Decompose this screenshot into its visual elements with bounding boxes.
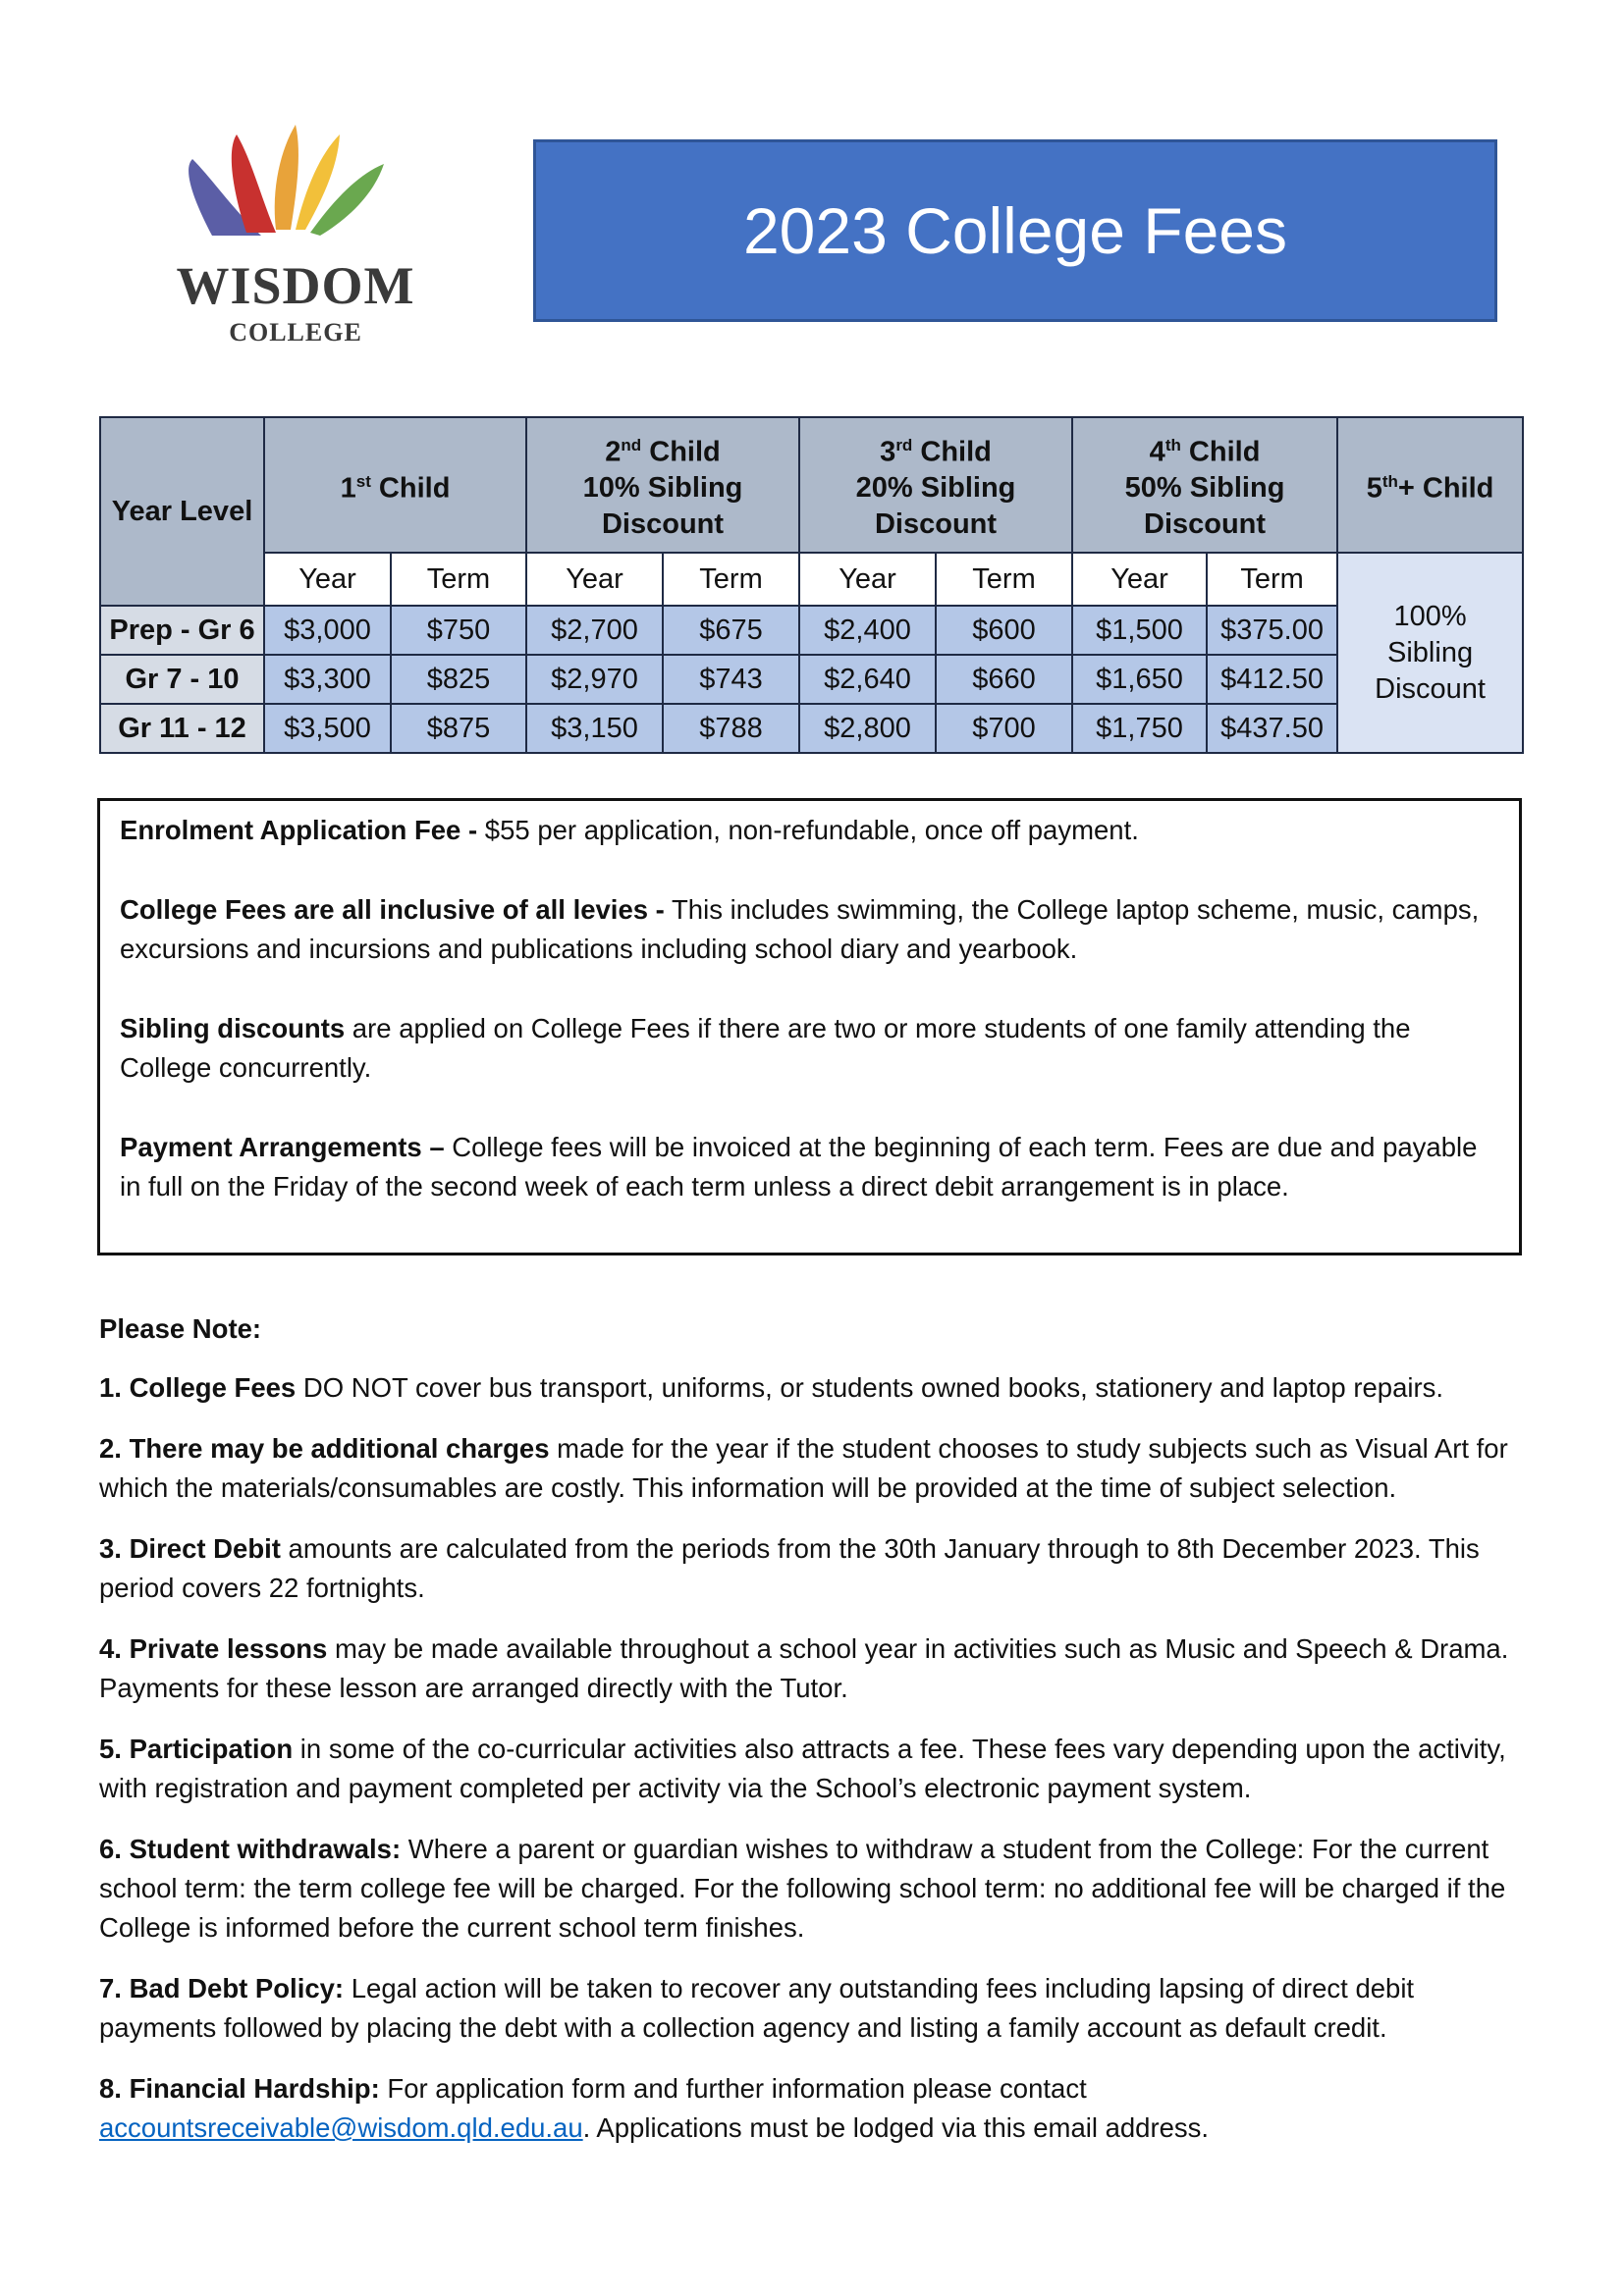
fee-cell: $700 [936,704,1072,753]
fee-cell: $2,800 [799,704,936,753]
note-item: 1. College Fees DO NOT cover bus transport, uniforms, or students owned books, stationery and laptop repairs. [99,1372,1444,1403]
header-year-level: Year Level [100,417,264,606]
note-item: 3. Direct Debit amounts are calculated from the periods from the 30th January through to 8th December 2023. This period covers 22 fortnights. [99,1533,1480,1603]
note-item: 8. Financial Hardship: For application form and further information please contact accountsreceivable@wisdom.qld.edu.au. Applications must be lodged via this email address. [99,2073,1210,2143]
fee-cell: $2,640 [799,655,936,704]
fee-cell: $412.50 [1207,655,1337,704]
fee-cell: $875 [391,704,526,753]
college-logo [173,110,438,355]
header-1st-child: 1st Child [264,417,526,553]
fee-cell: $3,300 [264,655,391,704]
row-level: Prep - Gr 6 [100,606,264,655]
fee-cell: $1,650 [1072,655,1207,704]
subheader-year: Year [526,553,663,606]
row-level: Gr 7 - 10 [100,655,264,704]
subheader-term: Term [663,553,799,606]
fee-cell: $3,500 [264,704,391,753]
fee-cell: $660 [936,655,1072,704]
fee-cell: $437.50 [1207,704,1337,753]
fee-cell: $2,400 [799,606,936,655]
fee-cell: $3,000 [264,606,391,655]
fee-info-box [97,798,1522,1255]
fee-cell: $600 [936,606,1072,655]
fee-cell: $2,970 [526,655,663,704]
note-item: 7. Bad Debt Policy: Legal action will be taken to recover any outstanding fees including lapsing of direct debit payments followed by placing the debt with a collection agency and listing a family account as default credit. [99,1973,1415,2043]
table-row [100,704,1523,753]
info-paragraph: College Fees are all inclusive of all levies - This includes swimming, the College laptop scheme, music, camps, excursions and incursions and publications including school diary and yearbook. [120,894,1480,964]
logo-wordmark: WISDOM [176,256,415,315]
table-row [100,606,1523,655]
subheader-year: Year [1072,553,1207,606]
fees-table [99,416,1524,754]
info-paragraph: Enrolment Application Fee - $55 per application, non-refundable, once off payment. [120,815,1139,845]
subheader-term: Term [391,553,526,606]
fee-cell: $743 [663,655,799,704]
fee-cell: $825 [391,655,526,704]
note-item: 5. Participation in some of the co-curricular activities also attracts a fee. These fees vary depending upon the activity, with registration and payment completed per activity via the School’s electronic payment system. [99,1734,1506,1803]
subheader-year: Year [799,553,936,606]
fee-cell: $1,500 [1072,606,1207,655]
row-level: Gr 11 - 12 [100,704,264,753]
subheader-term: Term [1207,553,1337,606]
page-title: 2023 College Fees [742,194,1288,267]
subheader-term: Term [936,553,1072,606]
fee-cell: $3,150 [526,704,663,753]
email-link[interactable]: accountsreceivable@wisdom.qld.edu.au [99,2112,583,2143]
fee-cell: $1,750 [1072,704,1207,753]
fee-cell: $2,700 [526,606,663,655]
subheader-year: Year [264,553,391,606]
header-4th-child: 4th Child 50% Sibling Discount [1072,417,1337,553]
fee-cell: $750 [391,606,526,655]
info-paragraph: Payment Arrangements – College fees will be invoiced at the beginning of each term. Fees are due and payable in full on the Friday of the second week of each term unless a direct debit arrangement is in place. [120,1132,1478,1201]
note-item: 4. Private lessons may be made available throughout a school year in activities such as Music and Speech & Drama. Payments for these lesson are arranged directly with the Tutor. [99,1633,1509,1703]
note-item: 2. There may be additional charges made for the year if the student chooses to study subjects such as Visual Art for which the materials/consumables are costly. This information will be provided at the time of subject selection. [99,1433,1508,1503]
notes-heading: Please Note: [99,1313,262,1344]
header-3rd-child: 3rd Child 20% Sibling Discount [799,417,1072,553]
fee-cell: $675 [663,606,799,655]
logo-book-icon [173,110,418,257]
logo-subtitle: COLLEGE [229,318,362,347]
note-item: 6. Student withdrawals: Where a parent or guardian wishes to withdraw a student from the College: For the current school term: the term college fee will be charged. For the following school term: no additional fee will be charged if the College is informed before the current school term finishes. [99,1834,1506,1943]
fee-cell: $375.00 [1207,606,1337,655]
table-row [100,655,1523,704]
fifth-child-discount: 100% Sibling Discount [1337,553,1523,753]
title-banner [533,139,1497,322]
fee-cell: $788 [663,704,799,753]
header-2nd-child: 2nd Child 10% Sibling Discount [526,417,799,553]
info-paragraph: Sibling discounts are applied on College Fees if there are two or more students of one family attending the College concurrently. [120,1013,1411,1083]
header-5th-child: 5th+ Child [1337,417,1523,553]
notes-section [99,1309,1533,2169]
